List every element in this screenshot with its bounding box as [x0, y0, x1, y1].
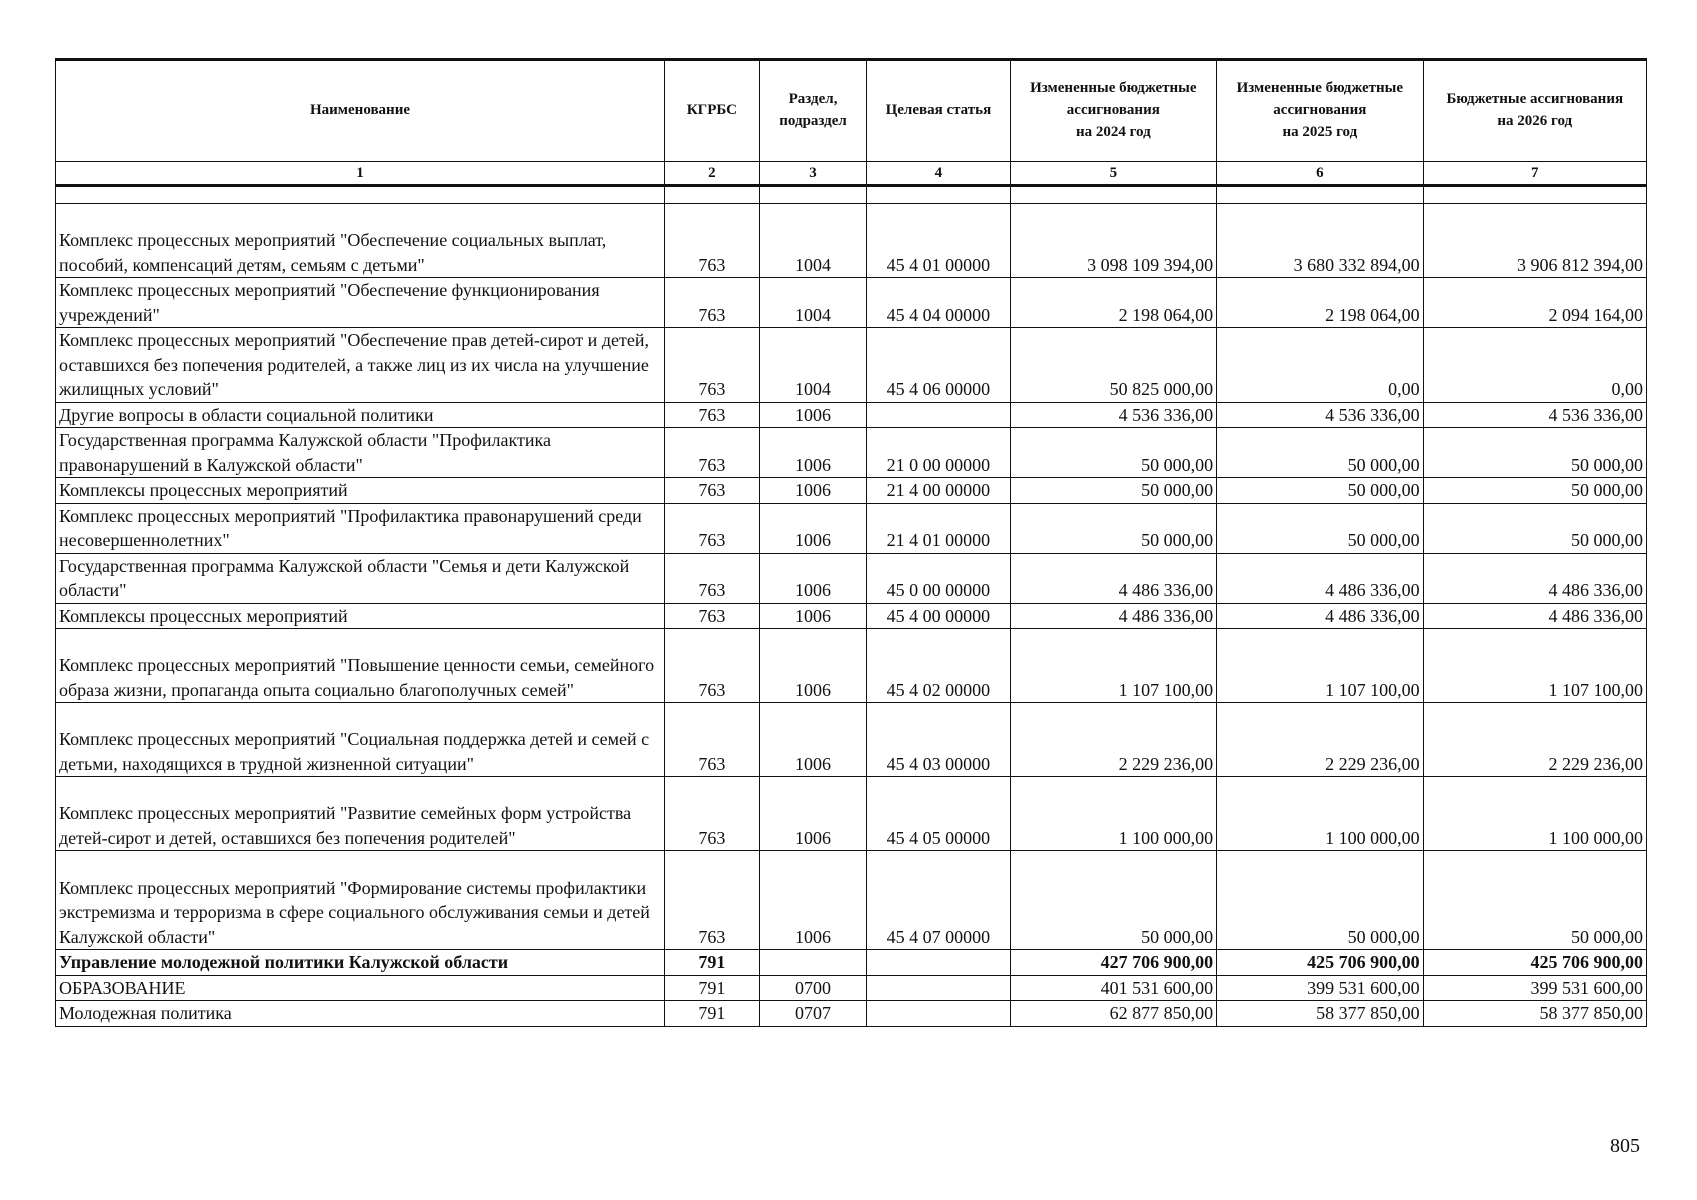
table-row — [56, 975, 1647, 1001]
row-section: 1004 — [759, 328, 866, 403]
table-row — [56, 478, 1647, 504]
row-amount-2024: 4 486 336,00 — [1010, 553, 1217, 603]
row-amount-2026: 4 536 336,00 — [1423, 402, 1646, 428]
row-amount-2024: 50 000,00 — [1010, 428, 1217, 478]
budget-sheet — [55, 58, 1647, 1027]
header-name: Наименование — [56, 60, 665, 162]
row-section: 0700 — [759, 975, 866, 1001]
row-amount-2024: 50 825 000,00 — [1010, 328, 1217, 403]
row-name: Управление молодежной политики Калужской области — [56, 950, 665, 976]
header-2026: Бюджетные ассигнования на 2026 год — [1423, 60, 1646, 162]
row-amount-2025: 399 531 600,00 — [1217, 975, 1424, 1001]
row-section: 1006 — [759, 703, 866, 777]
column-number: 2 — [665, 162, 760, 186]
column-number: 4 — [867, 162, 1010, 186]
row-amount-2025: 3 680 332 894,00 — [1217, 204, 1424, 278]
row-target-article — [867, 1001, 1010, 1027]
row-name: Комплексы процессных мероприятий — [56, 603, 665, 629]
row-target-article: 45 4 03 00000 — [867, 703, 1010, 777]
row-kgrbs: 791 — [665, 1001, 760, 1027]
row-amount-2025: 1 107 100,00 — [1217, 629, 1424, 703]
row-section: 0707 — [759, 1001, 866, 1027]
table-row — [56, 402, 1647, 428]
row-name: Комплексы процессных мероприятий — [56, 478, 665, 504]
row-amount-2024: 2 198 064,00 — [1010, 278, 1217, 328]
row-kgrbs: 763 — [665, 278, 760, 328]
row-amount-2026: 0,00 — [1423, 328, 1646, 403]
table-row — [56, 328, 1647, 403]
row-section: 1006 — [759, 851, 866, 950]
row-kgrbs: 763 — [665, 603, 760, 629]
row-amount-2024: 4 536 336,00 — [1010, 402, 1217, 428]
row-name: ОБРАЗОВАНИЕ — [56, 975, 665, 1001]
row-target-article — [867, 975, 1010, 1001]
column-number: 3 — [759, 162, 866, 186]
row-amount-2026: 425 706 900,00 — [1423, 950, 1646, 976]
row-amount-2026: 1 107 100,00 — [1423, 629, 1646, 703]
spacer-row — [56, 186, 1647, 204]
row-amount-2024: 3 098 109 394,00 — [1010, 204, 1217, 278]
row-amount-2026: 50 000,00 — [1423, 428, 1646, 478]
row-section: 1006 — [759, 503, 866, 553]
row-amount-2025: 4 536 336,00 — [1217, 402, 1424, 428]
row-target-article: 45 0 00 00000 — [867, 553, 1010, 603]
row-kgrbs: 763 — [665, 553, 760, 603]
row-section — [759, 950, 866, 976]
table-row — [56, 851, 1647, 950]
row-amount-2025: 58 377 850,00 — [1217, 1001, 1424, 1027]
table-row — [56, 777, 1647, 851]
table-row — [56, 204, 1647, 278]
row-amount-2024: 401 531 600,00 — [1010, 975, 1217, 1001]
row-kgrbs: 791 — [665, 950, 760, 976]
row-kgrbs: 763 — [665, 328, 760, 403]
row-section: 1004 — [759, 278, 866, 328]
header-kgrbs: КГРБС — [665, 60, 760, 162]
column-number: 6 — [1217, 162, 1424, 186]
row-name: Комплекс процессных мероприятий "Профилактика правонарушений среди несовершеннолетних" — [56, 503, 665, 553]
row-target-article — [867, 950, 1010, 976]
header-row — [56, 60, 1647, 162]
row-amount-2025: 0,00 — [1217, 328, 1424, 403]
row-section: 1006 — [759, 777, 866, 851]
header-target-article: Целевая статья — [867, 60, 1010, 162]
row-target-article: 21 4 01 00000 — [867, 503, 1010, 553]
row-amount-2024: 50 000,00 — [1010, 851, 1217, 950]
row-amount-2026: 50 000,00 — [1423, 851, 1646, 950]
row-target-article: 45 4 06 00000 — [867, 328, 1010, 403]
row-amount-2025: 50 000,00 — [1217, 428, 1424, 478]
page-number: 805 — [1610, 1135, 1640, 1157]
row-amount-2026: 2 229 236,00 — [1423, 703, 1646, 777]
row-amount-2024: 1 107 100,00 — [1010, 629, 1217, 703]
row-section: 1006 — [759, 402, 866, 428]
header-2025: Измененные бюджетные ассигнования на 2025 год — [1217, 60, 1424, 162]
row-amount-2025: 425 706 900,00 — [1217, 950, 1424, 976]
row-amount-2025: 4 486 336,00 — [1217, 603, 1424, 629]
row-section: 1006 — [759, 603, 866, 629]
row-kgrbs: 763 — [665, 629, 760, 703]
row-section: 1006 — [759, 553, 866, 603]
row-section: 1004 — [759, 204, 866, 278]
table-row — [56, 278, 1647, 328]
table-row — [56, 603, 1647, 629]
row-name: Другие вопросы в области социальной политики — [56, 402, 665, 428]
row-name: Комплекс процессных мероприятий "Обеспечение социальных выплат, пособий, компенсаций детям, семьям с детьми" — [56, 204, 665, 278]
row-kgrbs: 791 — [665, 975, 760, 1001]
row-amount-2025: 4 486 336,00 — [1217, 553, 1424, 603]
row-name: Комплекс процессных мероприятий "Развитие семейных форм устройства детей-сирот и детей, оставшихся без попечения родителей" — [56, 777, 665, 851]
row-name: Комплекс процессных мероприятий "Формирование системы профилактики экстремизма и терроризма в сфере социального обслуживания семьи и детей Калужской области" — [56, 851, 665, 950]
row-amount-2026: 2 094 164,00 — [1423, 278, 1646, 328]
row-amount-2025: 50 000,00 — [1217, 503, 1424, 553]
row-amount-2024: 62 877 850,00 — [1010, 1001, 1217, 1027]
row-target-article: 45 4 05 00000 — [867, 777, 1010, 851]
row-target-article: 21 4 00 00000 — [867, 478, 1010, 504]
row-amount-2025: 1 100 000,00 — [1217, 777, 1424, 851]
table-row — [56, 629, 1647, 703]
row-kgrbs: 763 — [665, 703, 760, 777]
table-row — [56, 703, 1647, 777]
row-target-article: 45 4 02 00000 — [867, 629, 1010, 703]
row-amount-2025: 50 000,00 — [1217, 478, 1424, 504]
row-target-article: 45 4 01 00000 — [867, 204, 1010, 278]
table-row — [56, 428, 1647, 478]
row-amount-2024: 2 229 236,00 — [1010, 703, 1217, 777]
table-row — [56, 553, 1647, 603]
column-number-row — [56, 162, 1647, 186]
row-section: 1006 — [759, 478, 866, 504]
row-target-article: 45 4 04 00000 — [867, 278, 1010, 328]
budget-table — [55, 58, 1647, 1027]
row-name: Государственная программа Калужской области "Профилактика правонарушений в Калужской области" — [56, 428, 665, 478]
row-amount-2026: 50 000,00 — [1423, 478, 1646, 504]
row-target-article — [867, 402, 1010, 428]
row-amount-2025: 50 000,00 — [1217, 851, 1424, 950]
row-kgrbs: 763 — [665, 402, 760, 428]
row-name: Комплекс процессных мероприятий "Обеспечение прав детей-сирот и детей, оставшихся без попечения родителей, а также лиц из их числа на улучшение жилищных условий" — [56, 328, 665, 403]
row-amount-2025: 2 229 236,00 — [1217, 703, 1424, 777]
row-kgrbs: 763 — [665, 204, 760, 278]
row-amount-2026: 1 100 000,00 — [1423, 777, 1646, 851]
header-section: Раздел, подраздел — [759, 60, 866, 162]
table-row — [56, 950, 1647, 976]
row-name: Государственная программа Калужской области "Семья и дети Калужской области" — [56, 553, 665, 603]
table-row — [56, 1001, 1647, 1027]
row-amount-2026: 50 000,00 — [1423, 503, 1646, 553]
column-number: 5 — [1010, 162, 1217, 186]
row-name: Комплекс процессных мероприятий "Повышение ценности семьи, семейного образа жизни, пропаганда опыта социально благополучных семей" — [56, 629, 665, 703]
row-amount-2025: 2 198 064,00 — [1217, 278, 1424, 328]
row-name: Комплекс процессных мероприятий "Социальная поддержка детей и семей с детьми, находящихся в трудной жизненной ситуации" — [56, 703, 665, 777]
table-body — [56, 186, 1647, 1027]
row-amount-2024: 1 100 000,00 — [1010, 777, 1217, 851]
row-amount-2024: 50 000,00 — [1010, 503, 1217, 553]
row-amount-2024: 427 706 900,00 — [1010, 950, 1217, 976]
row-target-article: 45 4 07 00000 — [867, 851, 1010, 950]
row-amount-2026: 4 486 336,00 — [1423, 603, 1646, 629]
row-amount-2026: 3 906 812 394,00 — [1423, 204, 1646, 278]
row-kgrbs: 763 — [665, 777, 760, 851]
row-amount-2026: 4 486 336,00 — [1423, 553, 1646, 603]
row-kgrbs: 763 — [665, 503, 760, 553]
row-target-article: 45 4 00 00000 — [867, 603, 1010, 629]
column-number: 1 — [56, 162, 665, 186]
row-kgrbs: 763 — [665, 478, 760, 504]
row-section: 1006 — [759, 629, 866, 703]
column-number: 7 — [1423, 162, 1646, 186]
row-target-article: 21 0 00 00000 — [867, 428, 1010, 478]
row-amount-2024: 50 000,00 — [1010, 478, 1217, 504]
header-2024: Измененные бюджетные ассигнования на 2024 год — [1010, 60, 1217, 162]
row-amount-2026: 58 377 850,00 — [1423, 1001, 1646, 1027]
row-kgrbs: 763 — [665, 851, 760, 950]
row-amount-2026: 399 531 600,00 — [1423, 975, 1646, 1001]
row-amount-2024: 4 486 336,00 — [1010, 603, 1217, 629]
row-name: Комплекс процессных мероприятий "Обеспечение функционирования учреждений" — [56, 278, 665, 328]
row-section: 1006 — [759, 428, 866, 478]
row-kgrbs: 763 — [665, 428, 760, 478]
table-row — [56, 503, 1647, 553]
row-name: Молодежная политика — [56, 1001, 665, 1027]
